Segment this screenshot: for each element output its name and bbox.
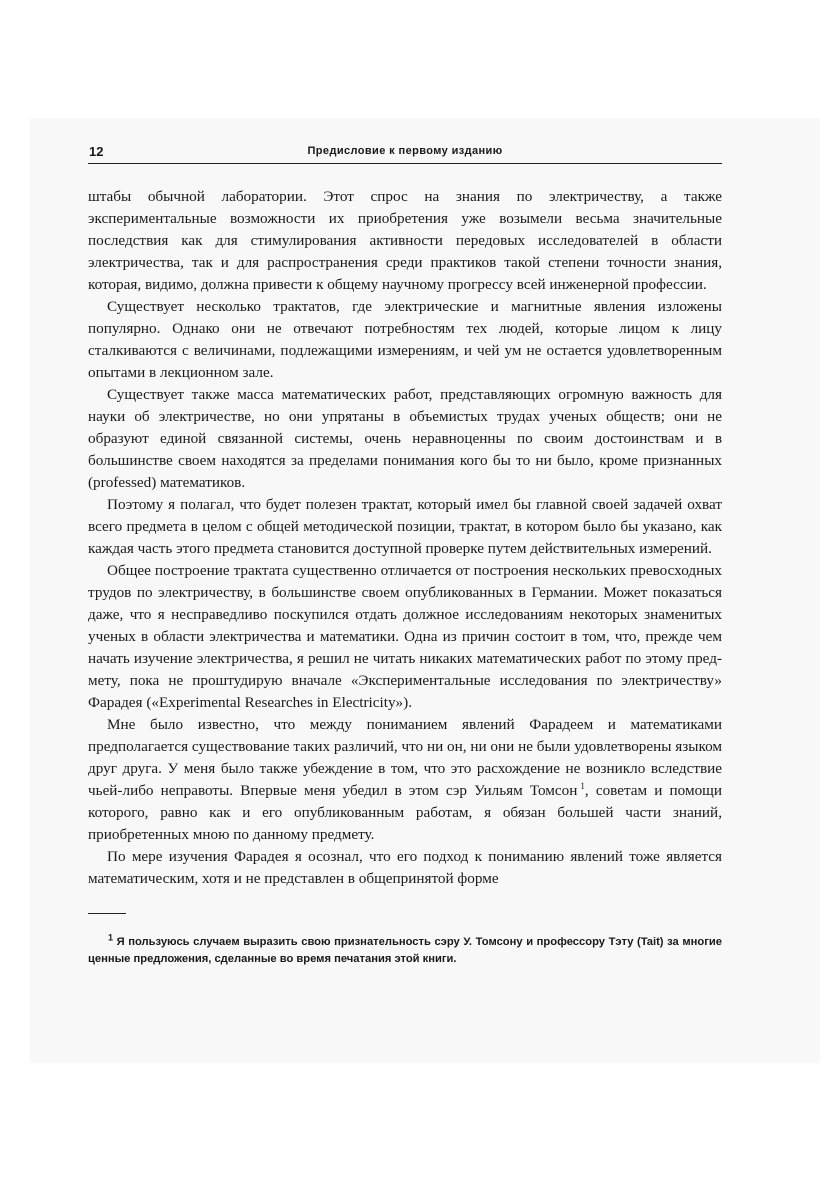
footnote-text: Я пользуюсь случаем выразить свою признательность сэру У. Томсону и профессору Тэту (Tait) за многие ценные предложения, сделанные во время печатания этой книги. xyxy=(88,936,722,965)
running-header xyxy=(88,143,722,164)
footnote-reference: 1 xyxy=(580,780,585,791)
paragraph-2: Существует несколько трактатов, где электрические и магнитные явления изложены популярно. Однако они не отвечают потребностям тех людей, которые лицом к лицу сталкиваются с величинами, подлежащими измерениям, и чей ум не остается удовлетворенным опытами в лекционном зале. xyxy=(88,298,722,381)
main-text xyxy=(88,186,722,890)
page-number: 12 xyxy=(89,144,104,159)
paragraph-6 xyxy=(88,714,722,846)
paragraph-6-text-a: Мне было известно, что между пониманием явлений Фарадеем и математиками предполагается существование таких различий, что ни он, ни они не были удовлетворены языком друг друга. У меня было также убеждение в том, что это расхождение не возникло вследствие чьей-либо неправоты. Впервые меня убедил в этом сэр Уильям Томсон xyxy=(88,716,722,799)
running-title: Предисловие к первому изданию xyxy=(307,145,503,157)
paragraph-1: штабы обычной лаборатории. Этот спрос на знания по электричеству, а также экспериментальные возможности их приобретения уже возымели весьма значительные последствия как для стимулирования активности передовых исследователей в области электричества, так и для распространения среди практиков такой степени точности знания, которая, видимо, должна привести к общему научному прогрессу всей инженерной профессии. xyxy=(88,188,722,293)
footnote-divider xyxy=(88,913,126,914)
paragraph-3: Существует также масса математических работ, представляющих огромную важность для науки об электричестве, но они упрятаны в объемистых трудах ученых обществ; они не образуют единой связанной системы, очень неравноценны по своим достоинствам и в большинстве своем находятся за пределами понимания кого бы то ни было, кроме признанных (professed) математиков. xyxy=(88,386,722,491)
footnote-mark: 1 xyxy=(108,932,114,943)
paragraph-5: Общее построение трактата существенно отличается от построения нескольких превосходных трудов по электричеству, в большинстве своем опубликованных в Германии. Может показаться даже, что я несправедливо поскупился отдать должное исследованиям некоторых знаменитых ученых в области электричества и математики. Одна из причин состоит в том, что, прежде чем начать изучение электричества, я решил не читать никаких математических работ по этому предмету, пока не проштудирую вначале «Экспериментальные исследования по электричеству» Фарадея («Experimental Researches in Electricity»). xyxy=(88,562,722,711)
paragraph-4: Поэтому я полагал, что будет полезен трактат, который имел бы главной своей задачей охват всего предмета в целом с общей методической позиции, трактат, в котором было бы указано, как каждая часть этого предмета становится доступной проверке путем действительных измерений. xyxy=(88,496,722,557)
paragraph-7: По мере изучения Фарадея я осознал, что его подход к пониманию явлений тоже является математическим, хотя и не представлен в общепринятой форме xyxy=(88,848,722,887)
paragraph-6-text-b: , советам и помощи которого, равно как и его опубликованным работам, я обязан большей части знаний, приобретенных мною по данному предмету. xyxy=(88,782,722,843)
document-page xyxy=(88,143,722,968)
footnote xyxy=(88,934,722,968)
